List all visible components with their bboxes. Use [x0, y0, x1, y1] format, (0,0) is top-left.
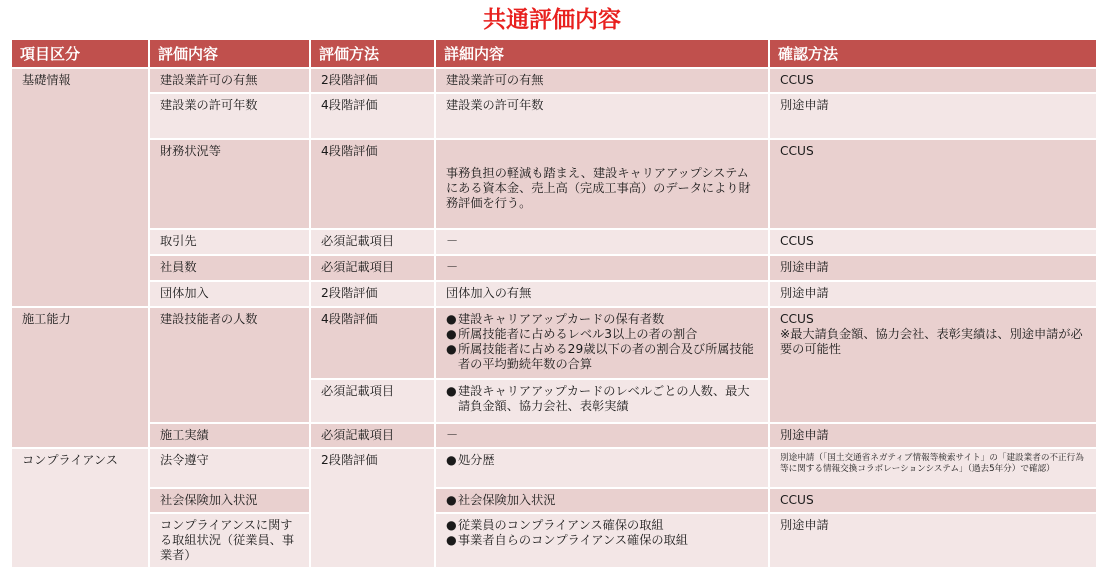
- item-cell: コンプライアンスに関する取組状況（従業員、事業者）: [150, 514, 309, 567]
- table-row: [12, 69, 1096, 92]
- bullet-item: ● 処分歴: [446, 453, 495, 467]
- method-cell: 4段階評価: [311, 94, 434, 138]
- method-cell: 2段階評価: [311, 449, 434, 567]
- table-row: [12, 140, 1096, 228]
- item-cell: 財務状況等: [150, 140, 309, 228]
- page-title: 共通評価内容: [483, 7, 621, 33]
- method-cell: 必須記載項目: [311, 380, 434, 422]
- bullet-item: ● 社会保険加入状況: [446, 493, 556, 507]
- bullet-item: ● 建設キャリアアップカードの保有者数: [446, 312, 665, 326]
- table-row: [12, 282, 1096, 306]
- table-row: [12, 489, 1096, 512]
- method-cell: 必須記載項目: [311, 230, 434, 254]
- bullet-item: ● 建設キャリアアップカードのレベルごとの人数、最大請負金額、協力会社、表彰実績: [446, 384, 750, 413]
- bullet-item: ● 事業者自らのコンプライアンス確保の取組: [446, 533, 688, 547]
- detail-cell: [436, 380, 768, 422]
- detail-cell: 建設業許可の有無: [436, 69, 768, 92]
- detail-cell: [436, 449, 768, 487]
- bullet-item: ● 従業員のコンプライアンス確保の取組: [446, 518, 664, 532]
- method-cell: 必須記載項目: [311, 256, 434, 280]
- detail-cell: [436, 308, 768, 378]
- bullet-icon: ●: [446, 342, 457, 356]
- detail-cell: 建設業の許可年数: [436, 94, 768, 138]
- method-cell: 4段階評価: [311, 140, 434, 228]
- detail-cell: 団体加入の有無: [436, 282, 768, 306]
- confirm-cell: 別途申請: [770, 514, 1096, 567]
- bullet-icon: ●: [446, 312, 457, 326]
- item-cell: 建設業許可の有無: [150, 69, 309, 92]
- table-row: [12, 308, 1096, 378]
- table-row: [12, 256, 1096, 280]
- category-construction: 施工能力: [12, 308, 148, 447]
- header-item: 評価内容: [150, 40, 309, 67]
- evaluation-table: [10, 38, 1098, 569]
- table-row: [12, 94, 1096, 138]
- confirm-cell: CCUS: [770, 489, 1096, 512]
- bullet-icon: ●: [446, 384, 457, 398]
- detail-cell: －: [436, 230, 768, 254]
- table-header-row: [12, 40, 1096, 67]
- bullet-icon: ●: [446, 327, 457, 341]
- table-row: [12, 514, 1096, 567]
- detail-cell: 事務負担の軽減も踏まえ、建設キャリアアップシステムにある資本金、売上高（完成工事高）のデータにより財務評価を行う。: [436, 140, 768, 228]
- confirm-cell: CCUS: [770, 140, 1096, 228]
- header-category: 項目区分: [12, 40, 148, 67]
- bullet-icon: ●: [446, 493, 457, 507]
- detail-cell: [436, 514, 768, 567]
- category-compliance: コンプライアンス: [12, 449, 148, 567]
- item-cell: 建設技能者の人数: [150, 308, 309, 422]
- header-detail: 詳細内容: [436, 40, 768, 67]
- confirm-cell: 別途申請: [770, 424, 1096, 447]
- item-cell: 団体加入: [150, 282, 309, 306]
- confirm-cell: CCUS: [770, 69, 1096, 92]
- header-method: 評価方法: [311, 40, 434, 67]
- header-confirm: 確認方法: [770, 40, 1096, 67]
- confirm-cell: 別途申請（「国土交通省ネガティブ情報等検索サイト」の「建設業者の不正行為等に関する情報交換コラボレーションシステム」（過去5年分）で確認）: [770, 449, 1096, 487]
- bullet-icon: ●: [446, 453, 457, 467]
- table-row: [12, 449, 1096, 487]
- item-cell: 建設業の許可年数: [150, 94, 309, 138]
- bullet-item: ● 所属技能者に占める29歳以下の者の割合及び所属技能者の平均勤続年数の合算: [446, 342, 754, 371]
- confirm-cell: 別途申請: [770, 256, 1096, 280]
- item-cell: 取引先: [150, 230, 309, 254]
- table-row: [12, 424, 1096, 447]
- detail-cell: －: [436, 256, 768, 280]
- item-cell: 法令遵守: [150, 449, 309, 487]
- detail-cell: －: [436, 424, 768, 447]
- detail-cell: [436, 489, 768, 512]
- item-cell: 社会保険加入状況: [150, 489, 309, 512]
- method-cell: 2段階評価: [311, 69, 434, 92]
- category-basic: 基礎情報: [12, 69, 148, 306]
- method-cell: 必須記載項目: [311, 424, 434, 447]
- table-row: [12, 230, 1096, 254]
- bullet-icon: ●: [446, 533, 457, 547]
- confirm-cell: CCUS ※最大請負金額、協力会社、表彰実績は、別途申請が必要の可能性: [770, 308, 1096, 422]
- method-cell: 4段階評価: [311, 308, 434, 378]
- confirm-cell: 別途申請: [770, 282, 1096, 306]
- confirm-cell: CCUS: [770, 230, 1096, 254]
- item-cell: 施工実績: [150, 424, 309, 447]
- item-cell: 社員数: [150, 256, 309, 280]
- bullet-icon: ●: [446, 518, 457, 532]
- bullet-item: ● 所属技能者に占めるレベル3以上の者の割合: [446, 327, 698, 341]
- confirm-cell: 別途申請: [770, 94, 1096, 138]
- method-cell: 2段階評価: [311, 282, 434, 306]
